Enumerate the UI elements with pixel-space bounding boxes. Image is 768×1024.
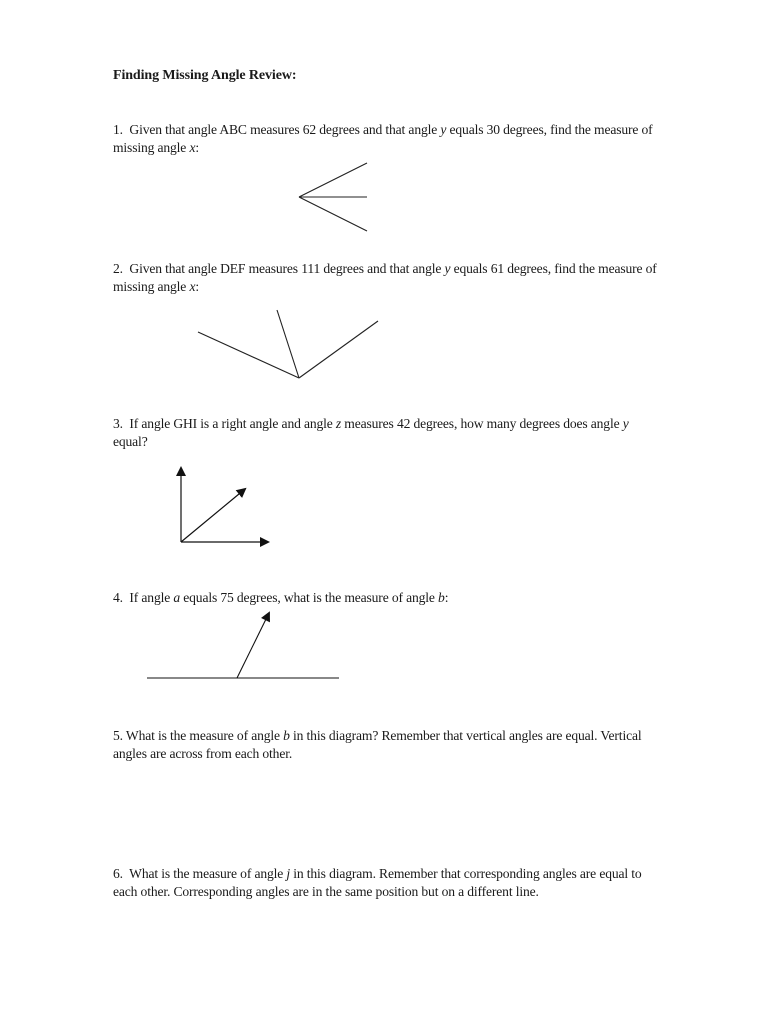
- question-3: [113, 415, 658, 450]
- question-3-number: 3.: [113, 416, 123, 431]
- question-3-var-z: z: [335, 416, 342, 431]
- diagram-2-ray-middle: [277, 310, 299, 378]
- question-2-number: 2.: [113, 261, 123, 276]
- question-3-text-c: equal?: [113, 433, 148, 449]
- question-1-text-a: Given that angle ABC measures 62 degrees and that angle: [129, 122, 441, 137]
- question-2-text-a: Given that angle DEF measures 111 degrees and that angle: [129, 261, 445, 276]
- question-2-text-c: :: [195, 278, 199, 294]
- diagram-3-ray-diagonal: [181, 489, 245, 542]
- diagram-1-ray-upper: [299, 163, 367, 197]
- question-1-text-c: :: [195, 139, 199, 155]
- question-5-number: 5.: [113, 728, 123, 743]
- worksheet-title: Finding Missing Angle Review:: [113, 68, 297, 83]
- diagram-4-straight-angle: [147, 613, 339, 678]
- question-5: [113, 727, 658, 762]
- question-2-var-y: y: [444, 261, 451, 276]
- question-4-text-a: If angle: [129, 590, 174, 605]
- question-6: [113, 865, 658, 900]
- question-6-var-j: j: [286, 866, 291, 881]
- question-4-var-a: a: [173, 590, 181, 605]
- question-5-var-b: b: [283, 728, 290, 743]
- diagram-2-ray-left: [198, 332, 299, 378]
- question-1: [113, 121, 658, 156]
- diagram-2-angle-def: [198, 310, 378, 378]
- question-3-var-y: y: [622, 416, 629, 431]
- question-3-text-a: If angle GHI is a right angle and angle: [129, 416, 336, 431]
- question-4-var-b: b: [438, 590, 445, 605]
- question-2-text-b: equals 61 degrees, find the measure of missing angle: [113, 261, 657, 294]
- question-1-text-b: equals 30 degrees, find the measure of missing angle: [113, 122, 653, 155]
- question-6-number: 6.: [113, 866, 123, 881]
- question-5-text-b: in this diagram? Remember that vertical angles are equal. Vertical angles are across from each other.: [113, 728, 642, 761]
- diagram-3-angle-ghi: [181, 468, 268, 542]
- question-4-text-c: :: [444, 590, 449, 605]
- question-1-var-x: x: [189, 139, 196, 155]
- question-3-text-b: measures 42 degrees, how many degrees does angle: [341, 416, 623, 431]
- question-1-number: 1.: [113, 122, 123, 137]
- diagram-4-ray: [237, 613, 269, 678]
- diagram-1-ray-lower: [299, 197, 367, 231]
- question-6-text-b: in this diagram. Remember that corresponding angles are equal to each other. Corresponding angles are in the same position but on a different line.: [113, 866, 642, 899]
- question-2-var-x: x: [189, 278, 196, 294]
- question-4: [113, 589, 658, 607]
- question-4-text-b: equals 75 degrees, what is the measure of angle: [180, 590, 439, 605]
- question-4-number: 4.: [113, 590, 123, 605]
- diagram-1-angle-abc: [299, 163, 367, 231]
- diagram-2-ray-right: [299, 321, 378, 378]
- question-5-text-a: What is the measure of angle: [125, 728, 284, 743]
- question-6-text-a: What is the measure of angle: [129, 866, 287, 881]
- question-1-var-y: y: [440, 122, 447, 137]
- question-2: [113, 260, 658, 295]
